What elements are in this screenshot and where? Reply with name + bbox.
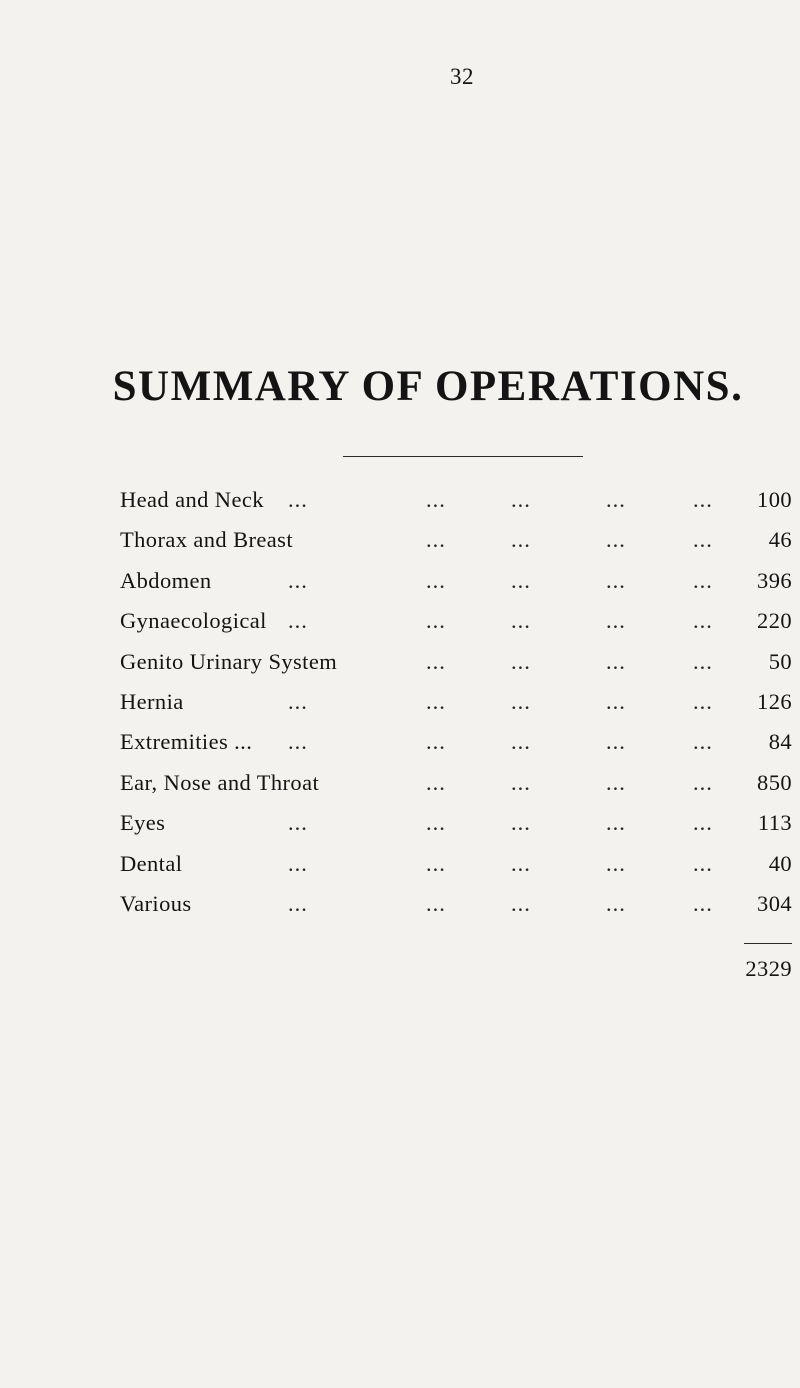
leader-dots: ...: [288, 608, 308, 634]
list-item: [120, 601, 792, 641]
leader-dots: ...: [606, 890, 626, 916]
row-label: Abdomen: [120, 567, 212, 593]
leader-dots: ...: [426, 890, 446, 916]
row-value: 304: [757, 890, 792, 916]
leader-dots: ...: [511, 729, 531, 755]
page-number: 32: [450, 64, 474, 89]
row-value: 50: [768, 648, 792, 674]
operations-list: [120, 480, 792, 924]
leader-dots: ...: [606, 688, 626, 714]
row-label: Thorax and Breast: [120, 527, 293, 553]
leader-dots: ...: [606, 567, 626, 593]
leader-dots: ...: [606, 850, 626, 876]
leader-dots: ...: [693, 850, 713, 876]
leader-dots: ...: [606, 769, 626, 795]
leader-dots: ...: [693, 769, 713, 795]
row-value: 220: [757, 608, 792, 634]
list-item: [120, 561, 792, 601]
leader-dots: ...: [511, 890, 531, 916]
leader-dots: ...: [606, 487, 626, 512]
leader-dots: ...: [288, 567, 308, 593]
leader-dots: ...: [693, 648, 713, 674]
leader-dots: ...: [511, 810, 531, 836]
leader-dots: ...: [426, 729, 446, 755]
leader-dots: ...: [511, 527, 531, 553]
leader-dots: ...: [288, 729, 308, 755]
leader-dots: ...: [606, 648, 626, 674]
row-label: Hernia: [120, 688, 184, 714]
leader-dots: ...: [288, 850, 308, 876]
leader-dots: ...: [693, 890, 713, 916]
list-item: [120, 844, 792, 884]
leader-dots: ...: [426, 810, 446, 836]
leader-dots: ...: [426, 527, 446, 553]
leader-dots: ...: [511, 608, 531, 634]
leader-dots: ...: [426, 769, 446, 795]
leader-dots: ...: [288, 890, 308, 916]
leader-dots: ...: [426, 850, 446, 876]
list-item: [120, 480, 792, 520]
row-value: 126: [757, 688, 792, 714]
list-item: [120, 682, 792, 722]
leader-dots: ...: [511, 487, 531, 512]
leader-dots: ...: [288, 688, 308, 714]
row-value: 40: [768, 850, 792, 876]
row-label: Ear, Nose and Throat: [120, 769, 320, 795]
leader-dots: ...: [693, 810, 713, 836]
leader-dots: ...: [606, 527, 626, 553]
leader-dots: ...: [511, 567, 531, 593]
leader-dots: ...: [693, 527, 713, 553]
row-label: Genito Urinary System: [120, 648, 338, 674]
row-value: 850: [757, 769, 792, 795]
leader-dots: ...: [288, 487, 308, 512]
leader-dots: ...: [606, 810, 626, 836]
total-value: 2329: [745, 956, 792, 981]
row-value: 396: [757, 567, 792, 593]
leader-dots: ...: [511, 850, 531, 876]
title-divider: [343, 456, 583, 457]
row-value: 46: [768, 527, 792, 553]
list-item: [120, 884, 792, 924]
leader-dots: ...: [606, 608, 626, 634]
page-title: SUMMARY OF OPERATIONS.: [112, 363, 744, 410]
leader-dots: ...: [426, 608, 446, 634]
leader-dots: ...: [693, 487, 713, 512]
leader-dots: ...: [288, 810, 308, 836]
row-label: Extremities ...: [120, 729, 253, 755]
leader-dots: ...: [511, 769, 531, 795]
row-label: Gynaecological: [120, 608, 267, 634]
list-item: [120, 520, 792, 560]
row-value: 100: [757, 487, 792, 512]
leader-dots: ...: [693, 688, 713, 714]
row-label: Eyes: [120, 810, 166, 836]
leader-dots: ...: [426, 567, 446, 593]
leader-dots: ...: [693, 567, 713, 593]
leader-dots: ...: [511, 648, 531, 674]
list-item: [120, 763, 792, 803]
leader-dots: ...: [693, 608, 713, 634]
leader-dots: ...: [426, 688, 446, 714]
leader-dots: ...: [426, 487, 446, 512]
row-label: Head and Neck: [120, 487, 264, 512]
total-divider: [744, 943, 792, 944]
leader-dots: ...: [693, 729, 713, 755]
list-item: [120, 722, 792, 762]
leader-dots: ...: [511, 688, 531, 714]
row-label: Various: [120, 890, 192, 916]
row-value: 113: [757, 810, 792, 836]
list-item: [120, 642, 792, 682]
leader-dots: ...: [606, 729, 626, 755]
row-value: 84: [768, 729, 792, 755]
list-item: [120, 803, 792, 843]
leader-dots: ...: [426, 648, 446, 674]
row-label: Dental: [120, 850, 183, 876]
